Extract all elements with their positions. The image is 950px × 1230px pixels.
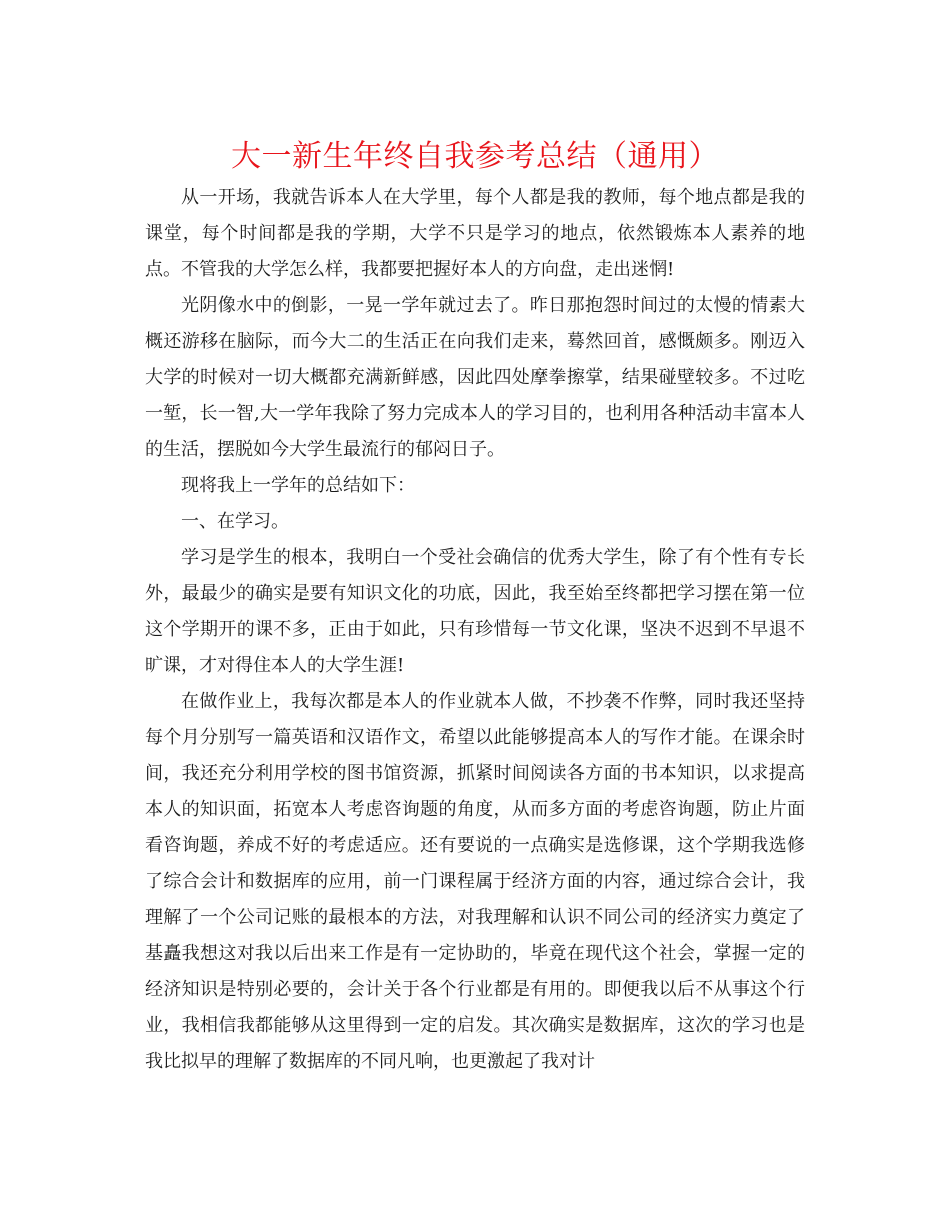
paragraph-reflection: 光阴像水中的倒影，一晃一学年就过去了。昨日那抱怨时间过的太慢的情素大概还游移在脑际，而今大二的生活正在向我们走来，蓦然回首，感慨颇多。刚迈入大学的时候对一切大概都充满新鲜感，因此四处摩拳擦掌，结果碰壁较多。不过吃一堑，长一智,大一学年我除了努力完成本人的学习目的，也利用各种活动丰富本人的生活，摆脱如今大学生最流行的郁闷日子。 <box>145 295 805 460</box>
paragraph-summary-lead: 现将我上一学年的总结如下： <box>181 475 415 496</box>
section-heading-study: 一、在学习。 <box>181 511 289 532</box>
document-title: 大一新生年终自我参考总结（通用） <box>231 139 719 174</box>
paragraph-study: 学习是学生的根本，我明白一个受社会确信的优秀大学生，除了有个性有专长外，最最少的确实是要有知识文化的功底，因此，我至始至终都把学习摆在第一位这个学期开的课不多，正由于如此，只有珍惜每一节文化课，坚决不迟到不早退不旷课，才对得住本人的大学生涯! <box>145 547 805 676</box>
paragraph-homework: 在做作业上，我每次都是本人的作业就本人做，不抄袭不作弊，同时我还坚持每个月分别写一篇英语和汉语作文，希望以此能够提高本人的写作才能。在课余时间，我还充分利用学校的图书馆资源，抓紧时间阅读各方面的书本知识，以求提高本人的知识面，拓宽本人考虑咨询题的角度，从而多方面的考虑咨询题，防止片面看咨询题，养成不好的考虑适应。还有要说的一点确实是选修课，这个学期我选修了综合会计和数据库的应用，前一门课程属于经济方面的内容，通过综合会计，我理解了一个公司记账的最根本的方法，对我理解和认识不同公司的经济实力奠定了基矗我想这对我以后出来工作是有一定协助的，毕竟在现代这个社会，掌握一定的经济知识是特别必要的，会计关于各个行业都是有用的。即便我以后不从事这个行业，我相信我都能够从这里得到一定的启发。其次确实是数据库，这次的学习也是我比拟早的理解了数据库的不同凡响，也更激起了我对计 <box>145 691 805 1072</box>
document-body <box>145 180 805 1080</box>
paragraph-intro: 从一开场，我就告诉本人在大学里，每个人都是我的教师，每个地点都是我的课堂，每个时间都是我的学期，大学不只是学习的地点，依然锻炼本人素养的地点。不管我的大学怎么样，我都要把握好本人的方向盘，走出迷惘! <box>145 187 805 280</box>
